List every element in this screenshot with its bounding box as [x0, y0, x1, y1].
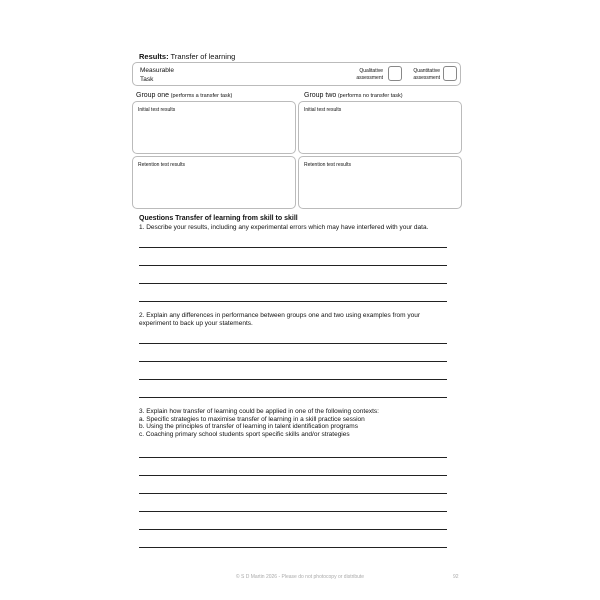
group-one-retention-results-box[interactable] [132, 156, 296, 209]
answer-line[interactable] [139, 247, 447, 248]
results-heading: Results: Transfer of learning [139, 52, 236, 61]
copyright-footer: © S D Martin 2026 - Please do not photocopy or distribute [235, 574, 365, 580]
measurable-task-box [132, 62, 461, 86]
answer-line[interactable] [139, 511, 447, 512]
quantitative-assessment-label: Quantitative assessment [413, 68, 440, 81]
group-two-heading: Group two (performs no transfer task) [304, 92, 403, 99]
group-one-heading: Group one (performs a transfer task) [136, 92, 233, 99]
answer-line[interactable] [139, 343, 447, 344]
answer-line[interactable] [139, 493, 447, 494]
answer-line[interactable] [139, 283, 447, 284]
questions-heading: Questions Transfer of learning from skill to skill [139, 215, 298, 222]
answer-line[interactable] [139, 361, 447, 362]
group-two-retention-results-box[interactable] [298, 156, 462, 209]
qualitative-assessment-label: Qualitative assessment [356, 68, 383, 81]
answer-line[interactable] [139, 529, 447, 530]
group-one-initial-results-box[interactable] [132, 101, 296, 154]
question-1: 1. Describe your results, including any experimental errors which may have interfered with your data. [139, 224, 429, 231]
retention-results-label: Retention test results [138, 162, 185, 168]
answer-line[interactable] [139, 397, 447, 398]
answer-line[interactable] [139, 475, 447, 476]
answer-line[interactable] [139, 379, 447, 380]
page-number: 92 [453, 574, 459, 580]
initial-results-label: Initial test results [304, 107, 342, 113]
retention-results-label: Retention test results [304, 162, 351, 168]
initial-results-label: Initial test results [138, 107, 176, 113]
answer-line[interactable] [139, 301, 447, 302]
quantitative-checkbox[interactable] [443, 66, 457, 81]
answer-line[interactable] [139, 547, 447, 548]
group-two-initial-results-box[interactable] [298, 101, 462, 154]
measurable-task-label: Measurable Task [140, 67, 174, 83]
answer-line[interactable] [139, 457, 447, 458]
question-3: 3. Explain how transfer of learning could be applied in one of the following contexts: a. Specific strategies to maximise transfer of learning in a skill practice session b. Using the principles of transfer of learning in talent identification programs c. Coaching primary school students sport specific skills and/or strategies [139, 408, 379, 438]
answer-line[interactable] [139, 265, 447, 266]
question-2: 2. Explain any differences in performance between groups one and two using examples from your experiment to back up your statements. [139, 312, 420, 327]
